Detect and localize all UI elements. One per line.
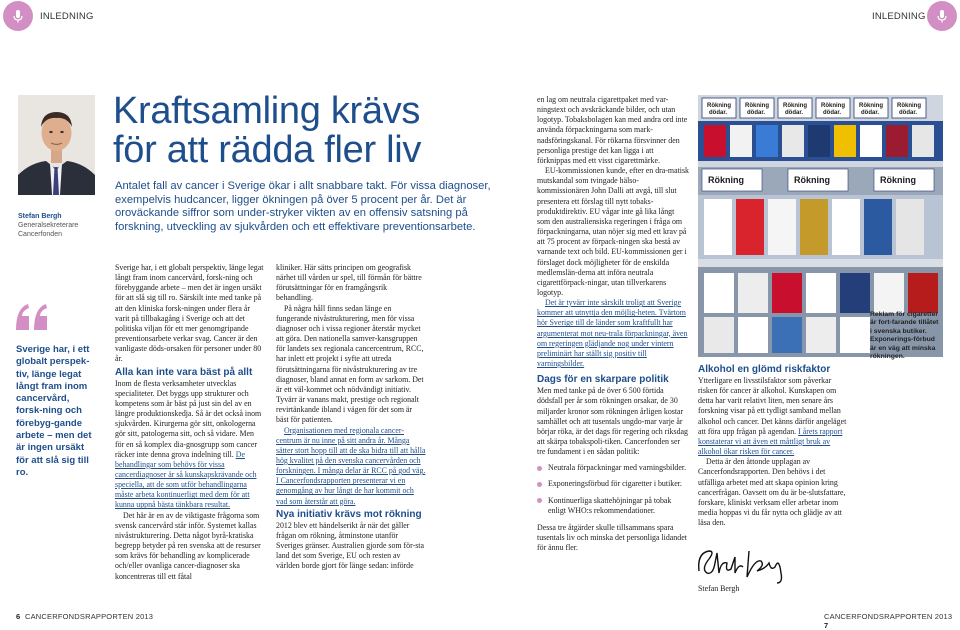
author-role: Generalsekreterare (18, 222, 79, 229)
bullet-dot-icon (537, 498, 542, 503)
signature (695, 543, 795, 590)
svg-text:dödar.: dödar. (785, 110, 804, 116)
col3-paragraph-4: Men med tanke på de över 6 500 förtida dödsfall per år som rökningen orsakar, de 30 miljarder kronor som rökningen årligen kostar samhället och att tusentals ungdo-mar varje år börjar röka, är det dags för regering och riksdag att skärpa tobakspoli-tiken. Cancerfonden ser tre fundament i en sådan politik: (537, 386, 688, 457)
svg-text:Rökning: Rökning (745, 103, 769, 109)
col2-highlight: Organisationen med regionala cancer-centrum är nu inne på sitt andra år. Många sätter stort hopp till att de ska bidra till att hålla hög kvalitet på den svenska cancervården och forskningen. I många delar är RCC på god väg. I Cancerfondsrapporten presenterar vi en genomgång av hur långt de har kommit och vad som återstår att göra. (276, 425, 426, 506)
svg-text:dödar.: dödar. (861, 110, 880, 116)
bullet-item (537, 463, 689, 473)
section-label-right: INLEDNING (872, 11, 926, 22)
portrait-caption (18, 212, 78, 239)
col3-paragraph-2: EU-kommissionen kunde, efter en dra-matisk mutskandal som tvingade hälso-kommissionären John Dalli att avgå, till slut presentera ett förslag till nytt tobaks-produktdirektiv. EU vågar inte gå lika långt som den australiensiska regeringen i fråga om förpackningarna, utan nöjer sig med ett krav på att 75 procent av förpack-ningen ska bestå av varnande text och bild. EU-kommissionen ger i förslaget dock möjligheter för de enskilda medlemslän-derna att införa neutrala cigarettförpack-ningar, utan tillverkarens logotyp. (537, 166, 689, 297)
page-number-right: 7 (824, 621, 829, 630)
col4-highlight: I årets rapport konstaterar vi att även ett måttligt bruk av alkohol ökar risken för cancer. (698, 426, 843, 457)
article-title (113, 92, 421, 170)
svg-text:Rökning: Rökning (707, 103, 731, 109)
col4-paragraph-2: Detta är den åttonde upplagan av Cancerfondsrapporten. Den behövs i det utfälliga arbetet med att skapa opinion kring cancerfrågan. Oavsett om du är be-slutsfattare, forskare, kliniskt verksam eller arbetar inom media hoppas vi du får nytta och glädje av att läsa den. (698, 457, 846, 528)
microphone-icon-right[interactable] (927, 1, 957, 31)
col1-highlight: De behandlingar som behövs för vissa cancerdiagnoser är så kunskapskrävande och speciella, att de som utför behandlingarna måste arbeta kontinuerligt med dem för att kunna uppnå bästa tänkbara resultat. (115, 449, 257, 510)
svg-text:Rökning: Rökning (880, 175, 916, 185)
pull-quote: Sverige har, i ett globalt perspek-tiv, länge legat långt fram inom cancervård, forsk-ning och förebyg-gande arbete – men det är ingen ursäkt för att slå sig till ro. (16, 344, 92, 478)
signoff-name: Stefan Bergh (698, 584, 740, 593)
svg-text:dödar.: dödar. (823, 110, 842, 116)
section-label-left: INLEDNING (40, 11, 94, 22)
body-column-3 (537, 95, 689, 553)
subheading-alkohol: Alkohol en glömd riskfaktor (698, 364, 831, 375)
bullet-text-3: Kontinuerliga skattehöjningar på tobak enligt WHO:s rekommendationer. (548, 495, 672, 515)
col3-highlight: Det är tyvärr inte särskilt troligt att Sverige kommer att utnyttja den möjlig-heten. Tvärtom hör Sverige till de länder som kraftfullt har argumenterat mot neu-trala förpackningar, även om regeringen glädjande nog under vintern preliminärt har ställt sig positiv till varningsbilder. (537, 298, 688, 369)
quote-mark-icon (14, 302, 50, 337)
col1-paragraph-1: Sverige har, i ett globalt perspektiv, länge legat långt fram inom cancervård, forsk-ning och förebyggande arbete – men det är ingen ursäkt för att slå sig till ro. Särskilt inte med tanke på att den kliniska forsk-ningen under flera år varit på tillbakagång i Sverige och att det politiska viljan för ett mer genomgripande preventionsarbete verkar svag. Cancer är den vanligaste döds-orsaken för personer under 80 år. (115, 263, 264, 364)
photo-caption: Reklam för cigaretter är fort-farande tillåtet i svenska butiker. Exponerings-förbud är en väg att minska rökningen. (870, 311, 939, 361)
col3-paragraph-1: en lag om neutrala cigarettpaket med var-ningstext och avskräckande bilder, och utan logotyp. Tobaksbolagen kan med andra ord inte använda förpackningarna som mark-nadsföringskanal. För rökarna försvinner den personliga prestige det kan ligga i att förknippas med ett visst cigarettmärke. (537, 95, 688, 165)
svg-text:Rökning: Rökning (783, 103, 807, 109)
col1-paragraph-3: Det här är en av de viktigaste frågorna som svensk cancervård står inför. Systemet kallas nivåstrukturering. Detta något byrå-kratiska begrepp betyder på ren svenska att de resurser som krävs för behandling av komplicerade och/eller ovanliga cancer-diagnoser ska koncentreras till ett fåtal (115, 510, 261, 581)
bullet-dot-icon (537, 482, 542, 487)
lead-paragraph: Antalet fall av cancer i Sverige ökar i allt snabbare takt. För vissa diagnoser, exempelvis hudcancer, ligger ökningen på över 5 procent per år. Det är oroväckande siffror som under-stryker vikten av en offensiv satsning på forskning, utveckling av sjukvården och ett effektivare preventionsarbete. (115, 180, 491, 234)
col3-paragraph-5: Dessa tre åtgärder skulle tillsammans spara tusentals liv och minska det personliga lidandet för ännu fler. (537, 522, 687, 553)
title-line-2: för att rädda fler liv (113, 129, 422, 171)
col2-paragraph-2: På några håll finns sedan länge en fungerande nivåstrukturering, men för vissa diagnoser och i vissa regioner återstår mycket att göra. Den nationella samver-kansgruppen för landets sex regionala cancercentrum, RCC, har inlett ett projekt i syfte att utreda förutsättningarna för nivåstrukturering av tre diagnoser, bland annat en form av sarkom. Det är ett väl-kommet och nödvändigt initiativ. Tyvärr är vanans makt, prestige och regionalt revirtänkande ibland i vägen för det som är bäst för patienten. (276, 303, 424, 425)
subheading-specialisering: Alla kan inte vara bäst på allt (115, 366, 253, 378)
page-number-left: 6 (16, 612, 21, 621)
footer-right (824, 612, 960, 630)
body-column-4 (698, 362, 848, 528)
bullet-item (537, 496, 689, 516)
svg-text:Rökning: Rökning (859, 103, 883, 109)
svg-text:Rökning: Rökning (794, 175, 830, 185)
author-org: Cancerfonden (18, 231, 62, 238)
col4-paragraph-1: Ytterligare en livsstilsfaktor som påverkar risken för cancer är alkohol. Kunskapen om detta har varit relativt liten, men senare års forskning visar på ett tydligt samband mellan alkohol och cancer. Det känns därför angeläget att föra upp frågan på agendan. (698, 376, 847, 436)
body-column-1 (115, 263, 265, 582)
svg-text:Rökning: Rökning (821, 103, 845, 109)
bullet-text-1: Neutrala förpackningar med varningsbilder. (548, 463, 687, 473)
col2-paragraph-1: kliniker. Här sätts principen om geografisk närhet till vården ur spel, till förmån för bättre förutsättningar för en framgångsrik behandling. (276, 263, 422, 303)
title-line-1: Kraftsamling krävs (113, 90, 421, 132)
footer-left (16, 612, 153, 621)
svg-text:Rökning: Rökning (897, 103, 921, 109)
svg-text:Rökning: Rökning (708, 175, 744, 185)
body-column-2 (276, 263, 426, 572)
microphone-icon-left[interactable] (3, 1, 33, 31)
footer-title-right: CANCERFONDSRAPPORTEN 2013 (824, 612, 953, 621)
bullet-dot-icon (537, 466, 542, 471)
svg-text:dödar.: dödar. (899, 110, 918, 116)
subheading-rokning: Nya initiativ krävs mot rökning (276, 508, 422, 520)
svg-text:dödar.: dödar. (747, 110, 766, 116)
subheading-politik: Dags för en skarpare politik (537, 374, 669, 386)
bullet-text-2: Exponeringsförbud för cigaretter i butiker. (548, 479, 682, 489)
bullet-item (537, 479, 689, 489)
col2-paragraph-4: 2012 blev ett händelserikt år när det gäller frågan om rökning, åtminstone utanför Sveriges gränser. Australien gjorde som för-sta land det som Sverige, EU och resten av världen borde gjort för länge sedan: införde (276, 520, 424, 571)
author-name: Stefan Bergh (18, 213, 62, 220)
portrait-photo (18, 95, 95, 195)
svg-text:dödar.: dödar. (709, 110, 728, 116)
col1-paragraph-2a: Inom de flesta verksamheter utvecklas specialiteter. Det byggs upp strukturer och kompetens som är bäst på just sin del av en längre produktionskedja. Så är det också inom sjukvården. Kirurgerna gör sitt, onkologerna gör sitt, patologerna sitt, och så vidare. Men för en så komplex dia-gnosgrupp som cancer räcker inte denna grova indelning till. (115, 378, 262, 459)
footer-title-left: CANCERFONDSRAPPORTEN 2013 (24, 612, 154, 621)
